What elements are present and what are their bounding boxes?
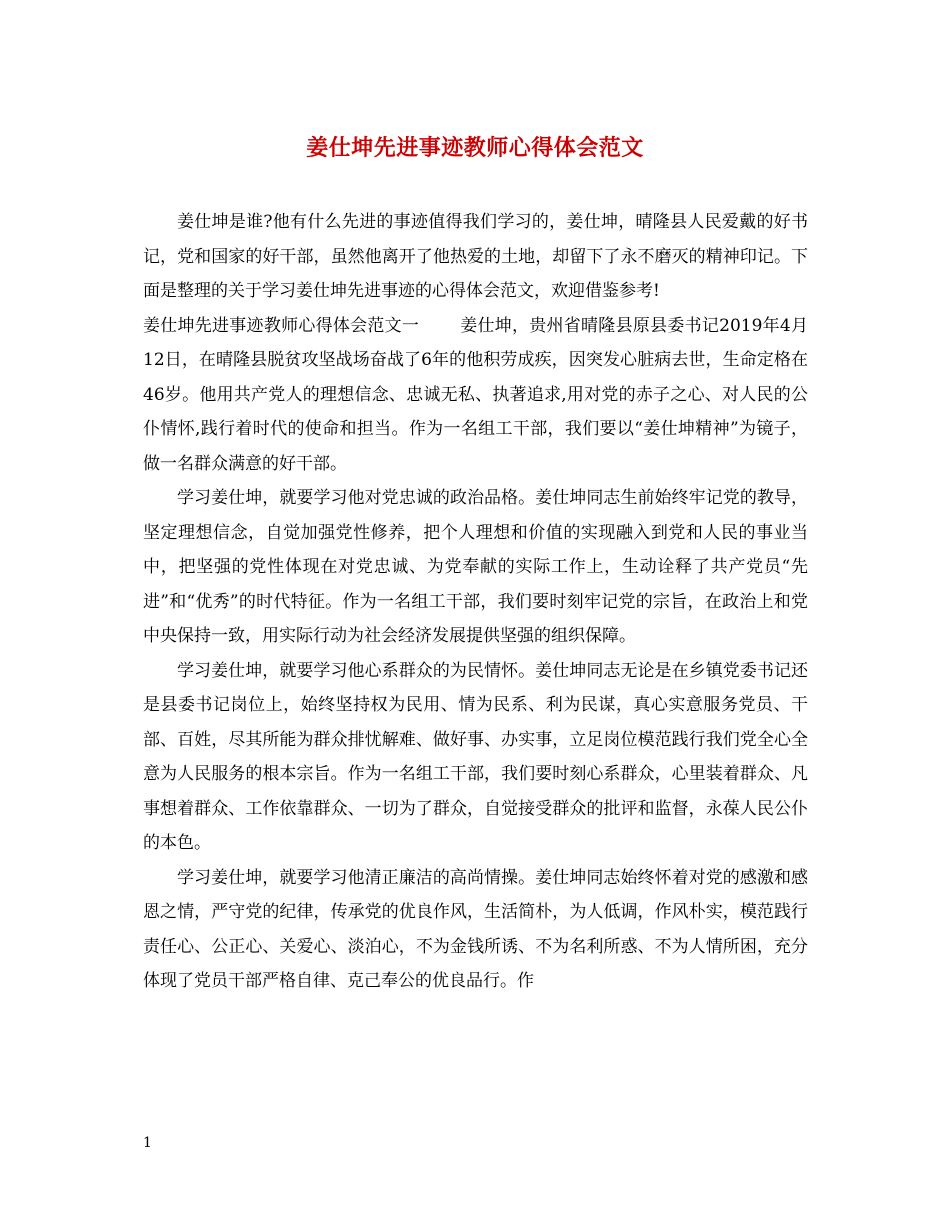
section-first-paragraph-text: 姜仕坤，贵州省晴隆县原县委书记2019年4月12日，在晴隆县脱贫攻坚战场奋战了6年的他积劳成疾，因突发心脏病去世，生命定格在46岁。他用共产党人的理想信念、忠诚无私、执著追求,用对党的赤子之心、对人民的公仆情怀,践行着时代的使命和担当。作为一名组工干部，我们要以“姜仕坤精神”为镜子，做一名群众满意的好干部。 bbox=[143, 315, 808, 474]
body-paragraph: 学习姜仕坤，就要学习他心系群众的为民情怀。姜仕坤同志无论是在乡镇党委书记还是县委书记岗位上，始终坚持权为民用、情为民系、利为民谋，真心实意服务党员、干部、百姓，尽其所能为群众排忧解难、做好事、办实事，立足岗位模范践行我们党全心全意为人民服务的根本宗旨。作为一名组工干部，我们要时刻心系群众，心里装着群众、凡事想着群众、工作依靠群众、一切为了群众，自觉接受群众的批评和监督，永葆人民公仆的本色。 bbox=[143, 660, 808, 853]
body-paragraph: 学习姜仕坤，就要学习他清正廉洁的高尚情操。姜仕坤同志始终怀着对党的感激和感恩之情，严守党的纪律，传承党的优良作风，生活简朴，为人低调，作风朴实，模范践行责任心、公正心、关爱心、淡泊心，不为金钱所诱、不为名利所惑、不为人情所困，充分体现了党员干部严格自律、克己奉公的优良品行。作 bbox=[143, 867, 808, 991]
document-title: 姜仕坤先进事迹教师心得体会范文 bbox=[306, 135, 644, 161]
body-paragraph: 学习姜仕坤，就要学习他对党忠诚的政治品格。姜仕坤同志生前始终牢记党的教导，坚定理想信念，自觉加强党性修养，把个人理想和价值的实现融入到党和人民的事业当中，把坚强的党性体现在对党忠诚、为党奉献的实际工作上，生动诠释了共产党员“先进”和“优秀”的时代特征。作为一名组工干部，我们要时刻牢记党的宗旨，在政治上和党中央保持一致，用实际行动为社会经济发展提供坚强的组织保障。 bbox=[143, 488, 808, 646]
document-body bbox=[143, 205, 808, 999]
page-number: 1 bbox=[143, 1135, 152, 1151]
intro-paragraph: 姜仕坤是谁?他有什么先进的事迹值得我们学习的，姜仕坤，晴隆县人民爱戴的好书记，党和国家的好干部，虽然他离开了他热爱的土地，却留下了永不磨灭的精神印记。下面是整理的关于学习姜仕坤先进事迹的心得体会范文，欢迎借鉴参考! bbox=[143, 212, 808, 301]
section-first-paragraph bbox=[143, 309, 808, 482]
section-heading: 姜仕坤先进事迹教师心得体会范文一 bbox=[143, 315, 420, 336]
